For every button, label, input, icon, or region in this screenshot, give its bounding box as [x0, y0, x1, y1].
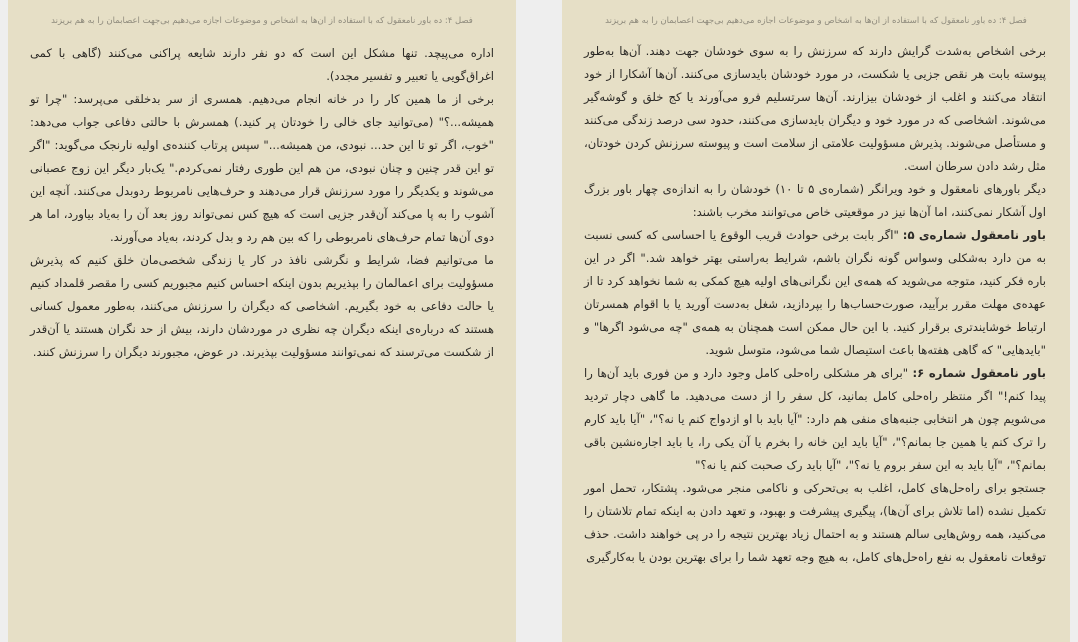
paragraph: ما می‌توانیم فضا، شرایط و نگرشی نافذ در کار یا زندگی شخصی‌مان خلق کنیم که پذیرش مسؤولیت برای اعمالمان را بپذیریم بدون اینکه احساس کنیم مجبوریم کسی را مقصر قلمداد کنیم یا حالت دفاعی به خود بگیریم. اشخاصی که دیگران را سرزنش می‌کنند، به‌طور معمول کسانی هستند که درباره‌ی اینکه دیگران چه نظری در موردشان دارند، بیش از حد نگران هستند یا آن‌قدر از شکست می‌ترسند که نمی‌توانند مسؤولیت بپذیرند. در عوض، مجبورند دیگران را سرزنش کنند.: [30, 253, 494, 359]
belief-5-text: "اگر بابت برخی حوادث قریب الوقوع یا احساسی که کسی نسبت به من دارد به‌شکلی وسواس گونه نگران باشم، شرایط به‌راستی بهتر خواهد شد." اگر در این باره فکر کنید، متوجه می‌شوید که همه‌ی این نگرانی‌های اولیه هیچ کمکی به شما نخواهد کرد تا از عهده‌ی مهلت مقرر برآیید، صورت‌حساب‌ها را بپردازید، شغل به‌دست آورید یا با اقوام همسرتان ارتباط خوشایندتری برقرار کنید. با این حال ممکن است همچنان به همه‌ی "چه می‌شود اگرها" و "بایدهایی" که گاهی هفته‌ها باعث استیصال شما می‌شود، متوسل شوید.: [584, 228, 1046, 357]
paragraph: جستجو برای راه‌حل‌های کامل، اغلب به بی‌تحرکی و ناکامی منجر می‌شود. پشتکار، تحمل امور تکمیل نشده (اما تلاش برای آن‌ها)، پیگیری پیشرفت و بهبود، و تعهد دادن به اینکه تمام تلاشتان را می‌کنید، همه روش‌هایی سالم هستند و به احتمال زیاد بهترین نتیجه را در پی خواهند داشت. حذف توقعات نامعقول به نفع راه‌حل‌های کامل، به هیچ وجه تعهد شما را برای بهترین بودن یا به‌کارگیری: [584, 481, 1046, 564]
paragraph: برخی اشخاص به‌شدت گرایش دارند که سرزنش را به سوی خودشان جهت دهند. آن‌ها به‌طور پیوسته بابت هر نقص جزیی یا شکست، در مورد خودشان بایدسازی می‌کنند. آن‌ها آشکارا از خود انتقاد می‌کنند و اغلب از خودشان بیزارند. آن‌ها سرتسلیم فرو می‌آورند یا کج خلق و گوشه‌گیر می‌شوند. اشخاصی که در مورد خود و دیگران بایدسازی می‌کنند، حدود سی درصد زندگی می‌کنند و مستأصل می‌شوند. پذیرش مسؤولیت علامتی از سلامت است و پیوسته سرزنش کردن خودتان، مثل رشد دادن سرطان است.: [584, 44, 1046, 173]
belief-6-text: "برای هر مشکلی راه‌حلی کامل وجود دارد و من فوری باید آن‌ها را پیدا کنم!" اگر منتظر راه‌حلی کامل بمانید، کل سفر را از دست می‌دهید. ما گاهی دچار تردید می‌شویم چون هر انتخابی جنبه‌های منفی هم دارد: "آیا باید با او ازدواج کنم یا نه؟"، "آیا باید کارم را ترک کنم یا همین جا بمانم؟"، "آیا باید این خانه را بخرم یا آن یکی را، یا باید اجاره‌نشین باقی بمانم؟"، "آیا باید به این سفر بروم یا نه؟"، "آیا باید رک صحبت کنم یا نه؟": [584, 366, 1046, 472]
right-page: [562, 0, 1070, 642]
paragraph-belief-6: [584, 362, 1046, 477]
page-body: [8, 42, 516, 364]
paragraph: دیگر باورهای نامعقول و خود ویرانگر (شماره‌ی ۵ تا ۱۰) خودشان را به اندازه‌ی چهار باور بزرگ اول آشکار نمی‌کنند، اما آن‌ها نیز در موقعیتی خاص می‌توانند مخرب باشند:: [584, 182, 1046, 219]
paragraph: برخی از ما همین کار را در خانه انجام می‌دهیم. همسری از سر بدخلقی می‌پرسد: "چرا تو همیشه...؟" (می‌توانید جای خالی را خودتان پر کنید.) همسرش با حالتی دفاعی جواب می‌دهد: "خوب، اگر تو تا این حد... نبودی، من همیشه..." سپس پرتاب کننده‌ی اولیه نارنجک می‌گوید: "اگر تو این قدر چنین و چنان نبودی، من هم این طوری رفتار نمی‌کردم." یک‌بار دیگر این زوج عصبانی می‌شوند و یکدیگر را مورد سرزنش قرار می‌دهند و حرف‌هایی نامربوط ردوبدل می‌کنند. آنچه این آشوب را به پا می‌کند آن‌قدر جزیی است که هیچ کس نمی‌تواند روز بعد آن را به‌یاد بیاورد، اما هر دوی آن‌ها تمام حرف‌های نامربوطی را که بین هم رد و بدل کردند، به‌یاد می‌آورند.: [30, 92, 494, 244]
running-header: فصل ۴: ده باور نامعقول که با استفاده از آن‌ها به اشخاص و موضوعات اجازه می‌دهیم بی‌جهت اعصابمان را به هم بریزند: [605, 16, 1027, 26]
running-header: فصل ۴: ده باور نامعقول که با استفاده از آن‌ها به اشخاص و موضوعات اجازه می‌دهیم بی‌جهت اعصابمان را به هم بریزند: [51, 16, 473, 26]
belief-6-label: باور نامعقول شماره ۶:: [912, 366, 1047, 380]
left-page: [8, 0, 516, 642]
belief-5-label: باور نامعقول شماره‌ی ۵:: [902, 228, 1046, 242]
paragraph-belief-5: [584, 224, 1046, 362]
paragraph: اداره می‌پیچد. تنها مشکل این است که دو نفر دارند شایعه پراکنی می‌کنند (گاهی با کمی اغراق‌گویی یا تعبیر و تفسیر مجدد).: [30, 46, 494, 83]
page-body: [562, 40, 1070, 569]
